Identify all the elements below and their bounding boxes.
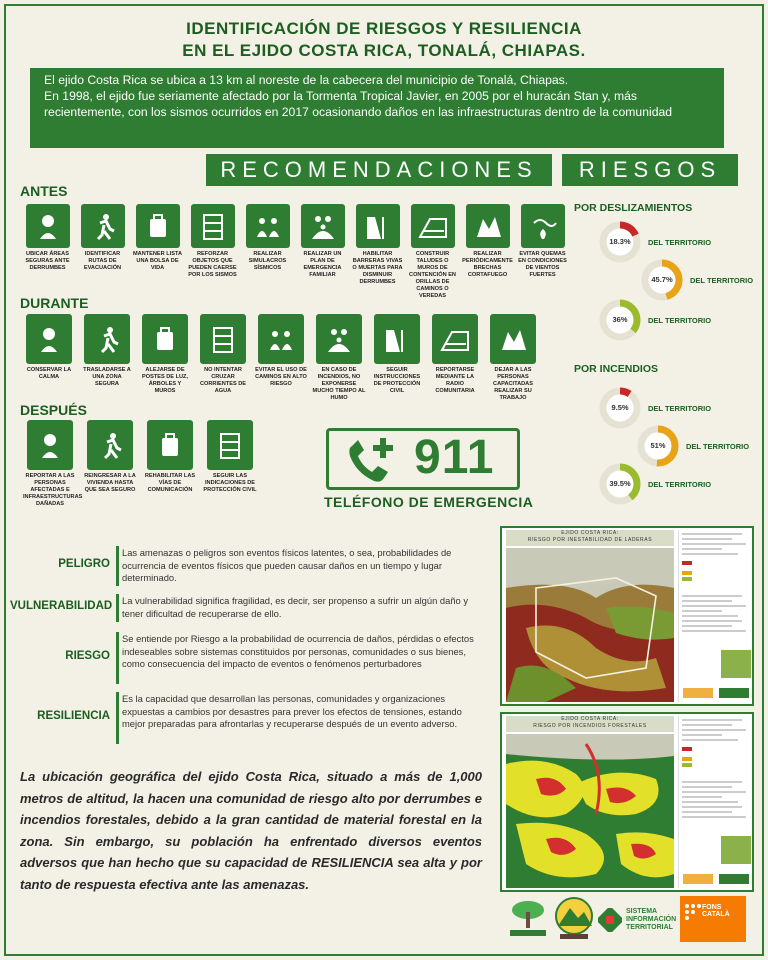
risk-donut: [636, 424, 680, 468]
definition-term: RESILIENCIA: [37, 710, 110, 722]
durante-item: [368, 314, 426, 402]
risk-label: DEL TERRITORIO: [648, 316, 712, 325]
risk-percent: 51%: [650, 441, 666, 450]
sistema-line-1: SISTEMA: [626, 908, 658, 915]
antes-item-label: IDENTIFICAR RUTAS DE EVACUACIÓN: [83, 251, 122, 271]
durante-item-label: NO INTENTAR CRUZAR CORRIENTES DE AGUA: [200, 367, 246, 394]
antes-pictogram-icon: [301, 204, 345, 248]
phase-durante: DURANTE: [20, 295, 89, 311]
title-line-2: EN EL EJIDO COSTA RICA, TONALÁ, CHIAPAS.: [182, 41, 586, 60]
antes-item-label: EVITAR QUEMAS EN CONDICIONES DE VIENTOS FUERTES: [518, 251, 567, 278]
despues-item: [200, 420, 260, 508]
sistema-logo: [598, 896, 682, 942]
despues-pictogram-icon: [87, 420, 133, 470]
antes-item: [130, 204, 185, 300]
durante-item-label: CONSERVAR LA CALMA: [26, 367, 72, 380]
definition-divider: [116, 632, 119, 684]
risk-percent: 9.5%: [611, 403, 629, 412]
antes-pictogram-icon: [246, 204, 290, 248]
map-title: [506, 530, 674, 546]
emergency-label: TELÉFONO DE EMERGENCIA: [324, 494, 534, 510]
definition-text: Las amenazas o peligros son eventos físicos latentes, o sea, probabilidades de ocurrencia de eventos físicos que pueden causar daños en un tiempo y lugar determinado.: [122, 547, 452, 584]
durante-item-label: ALEJARSE DE POSTES DE LUZ, ÁRBOLES Y MUROS: [142, 367, 188, 394]
antes-item: [405, 204, 460, 300]
risk-percent: 39.5%: [609, 479, 631, 488]
durante-item-label: TRASLADARSE A UNA ZONA SEGURA: [83, 367, 131, 387]
heading-deslizamientos: POR DESLIZAMIENTOS: [574, 202, 693, 214]
durante-item: [136, 314, 194, 402]
phase-antes: ANTES: [20, 183, 68, 199]
recomendaciones-banner: RECOMENDACIONES: [206, 154, 552, 186]
antes-pictogram-icon: [26, 204, 70, 248]
antes-pictogram-icon: [521, 204, 565, 248]
durante-pictogram-icon: [26, 314, 72, 364]
despues-item: [80, 420, 140, 508]
risk-label: DEL TERRITORIO: [648, 238, 712, 247]
definition-term: VULNERABILIDAD: [10, 600, 113, 612]
mountain-logo: [554, 896, 594, 942]
antes-item-label: REALIZAR UN PLAN DE EMERGENCIA FAMILIAR: [303, 251, 342, 278]
durante-item: [78, 314, 136, 402]
phone-plus-icon: [344, 436, 404, 486]
despues-icon-row: [20, 420, 260, 508]
despues-pictogram-icon: [147, 420, 193, 470]
durante-icon-row: [20, 314, 542, 402]
riesgos-banner: RIESGOS: [562, 154, 738, 186]
risk-label: DEL TERRITORIO: [686, 442, 750, 451]
map-legend: [678, 530, 752, 702]
despues-item-label: REPORTAR A LAS PERSONAS AFECTADAS E INFRAESTRUCTURAS DAÑADAS: [23, 473, 83, 507]
definition-divider: [116, 546, 119, 586]
definition-text: Es la capacidad que desarrollan las personas, comunidades y organizaciones expuestas a cambios por desastres para prever los efectos de tensiones, estando mejor preparadas para afrontarlas y recuperarse después de un evento adverso.: [122, 693, 462, 730]
durante-pictogram-icon: [432, 314, 478, 364]
antes-item: [515, 204, 570, 300]
antes-pictogram-icon: [81, 204, 125, 248]
sistema-line-3: TERRITORIAL: [626, 924, 673, 931]
title-line-1: IDENTIFICACIÓN DE RIESGOS Y RESILIENCIA: [186, 19, 582, 38]
antes-item: [350, 204, 405, 300]
intro-paragraph-2: En 1998, el ejido fue seriamente afectado por la Tormenta Tropical Javier, en 2005 por el huracán Stan y, más recientemente, con los sismos ocurridos en 2017 ocasionando daños en las infraestructuras dentro de la comunidad: [44, 89, 673, 119]
durante-item: [20, 314, 78, 402]
map-title-line-2: RIESGO POR INCENDIOS FORESTALES: [533, 723, 647, 729]
map-laderas-image: [506, 548, 674, 702]
despues-item-label: REHABILITAR LAS VÍAS DE COMUNICACIÓN: [144, 473, 196, 493]
durante-item: [194, 314, 252, 402]
risk-donut: [598, 220, 642, 264]
despues-item-label: REINGRESAR A LA VIVIENDA HASTA QUE SEA SEGURO: [84, 473, 136, 493]
map-title-line-1: EJIDO COSTA RICA:: [561, 716, 619, 722]
sistema-line-2: INFORMACIÓN: [626, 916, 677, 923]
risk-donut: [640, 258, 684, 302]
antes-item: [240, 204, 295, 300]
risk-percent: 18.3%: [609, 237, 631, 246]
emergency-block: [316, 428, 548, 514]
antes-pictogram-icon: [136, 204, 180, 248]
antes-icon-row: [20, 204, 570, 300]
page-title: [0, 18, 768, 62]
heading-incendios: POR INCENDIOS: [574, 363, 659, 375]
tree-logo: [506, 896, 550, 942]
emergency-number: 911: [414, 431, 495, 484]
durante-item-label: DEJAR A LAS PERSONAS CAPACITADAS REALIZAR SU TRABAJO: [493, 367, 533, 401]
durante-pictogram-icon: [258, 314, 304, 364]
despues-item: [20, 420, 83, 508]
map-incendios: [500, 712, 754, 892]
antes-item-label: MANTENER LISTA UNA BOLSA DE VIDA: [133, 251, 182, 271]
antes-pictogram-icon: [356, 204, 400, 248]
antes-item-label: REALIZAR PERIÓDICAMENTE BRECHAS CORTAFUEGO: [462, 251, 513, 278]
durante-item: [426, 314, 484, 402]
durante-item-label: SEGUIR INSTRUCCIONES DE PROTECCIÓN CIVIL: [373, 367, 421, 394]
map-title-line-1: EJIDO COSTA RICA:: [561, 530, 619, 536]
risk-label: DEL TERRITORIO: [690, 276, 754, 285]
despues-item: [140, 420, 200, 508]
definition-text: Se entiende por Riesgo a la probabilidad de ocurrencia de daños, pérdidas o efectos indeseables sobre sistemas constituidos por personas, comunidades o sus bienes, como consecuencia del impacto de eventos o fenómenos perturbadores: [122, 633, 474, 670]
antes-item-label: CONSTRUIR TALUDES O MUROS DE CONTENCIÓN EN ORILLAS DE CAMINOS O VEREDAS: [409, 251, 456, 299]
durante-item: [310, 314, 368, 402]
summary-paragraph: La ubicación geográfica del ejido Costa Rica, situado a más de 1,000 metros de altitud, la hacen una comunidad de riesgo alto por derrumbes e incendios forestales, debido a la gran cantidad de material forestal en la zona. Sin embargo, su población ha enfrentado diversos eventos adversos que han hecho que su capacidad de RESILIENCIA sea alta y por tanto de respuesta efectiva ante las amenazas.: [20, 769, 482, 892]
map-title-line-2: RIESGO POR INESTABILIDAD DE LADERAS: [527, 537, 653, 543]
durante-item: [252, 314, 310, 402]
fons-dots-icon: [683, 902, 701, 920]
antes-item: [75, 204, 130, 300]
definition-divider: [116, 692, 119, 744]
durante-item-label: EN CASO DE INCENDIOS, NO EXPONERSE MUCHO TIEMPO AL HUMO: [312, 367, 366, 401]
despues-item-label: SEGUIR LAS INDICACIONES DE PROTECCIÓN CIVIL: [203, 473, 257, 493]
risk-label: DEL TERRITORIO: [648, 404, 712, 413]
risk-donut: [598, 462, 642, 506]
despues-pictogram-icon: [27, 420, 73, 470]
antes-pictogram-icon: [466, 204, 510, 248]
phase-despues: DESPUÉS: [20, 402, 87, 418]
map-legend: [678, 716, 752, 888]
antes-item-label: REFORZAR OBJETOS QUE PUEDEN CAERSE POR LOS SISMOS: [188, 251, 237, 278]
risk-label: DEL TERRITORIO: [648, 480, 712, 489]
antes-pictogram-icon: [191, 204, 235, 248]
definition-term: RIESGO: [65, 650, 110, 662]
durante-pictogram-icon: [200, 314, 246, 364]
durante-item-label: EVITAR EL USO DE CAMINOS EN ALTO RIESGO: [255, 367, 307, 387]
antes-item-label: REALIZAR SIMULACROS SÍSMICOS: [248, 251, 287, 271]
antes-item: [20, 204, 75, 300]
antes-item: [295, 204, 350, 300]
definition-text: La vulnerabilidad significa fragilidad, es decir, ser propenso a sufrir un algún daño y tener dificultad de recuperarse de ello.: [122, 595, 469, 619]
durante-pictogram-icon: [374, 314, 420, 364]
intro-paragraph-1: El ejido Costa Rica se ubica a 13 km al noreste de la cabecera del municipio de Tonalá, Chiapas.: [44, 73, 569, 87]
durante-pictogram-icon: [490, 314, 536, 364]
durante-pictogram-icon: [316, 314, 362, 364]
antes-item: [460, 204, 515, 300]
intro-box: [30, 68, 724, 148]
antes-pictogram-icon: [411, 204, 455, 248]
antes-item-label: HABILITAR BARRERAS VIVAS O MUERTAS PARA DISMINUIR DERRUMBES: [352, 251, 403, 285]
antes-item-label: UBICAR ÁREAS SEGURAS ANTE DERRUMBES: [25, 251, 70, 271]
durante-item-label: REPORTARSE MEDIANTE LA RADIO COMUNITARIA: [435, 367, 475, 394]
definition-divider: [116, 594, 119, 622]
despues-pictogram-icon: [207, 420, 253, 470]
sistema-mark-icon: [598, 908, 622, 932]
map-incendios-image: [506, 734, 674, 888]
risk-percent: 45.7%: [651, 275, 673, 284]
definition-term: PELIGRO: [58, 558, 110, 570]
risk-donut: [598, 298, 642, 342]
map-title: [506, 716, 674, 732]
risk-percent: 36%: [612, 315, 628, 324]
fons-name: FONS CATALÀ: [702, 904, 730, 918]
fons-logo: [680, 896, 746, 942]
durante-item: [484, 314, 542, 402]
durante-pictogram-icon: [142, 314, 188, 364]
map-laderas: [500, 526, 754, 706]
antes-item: [185, 204, 240, 300]
durante-pictogram-icon: [84, 314, 130, 364]
